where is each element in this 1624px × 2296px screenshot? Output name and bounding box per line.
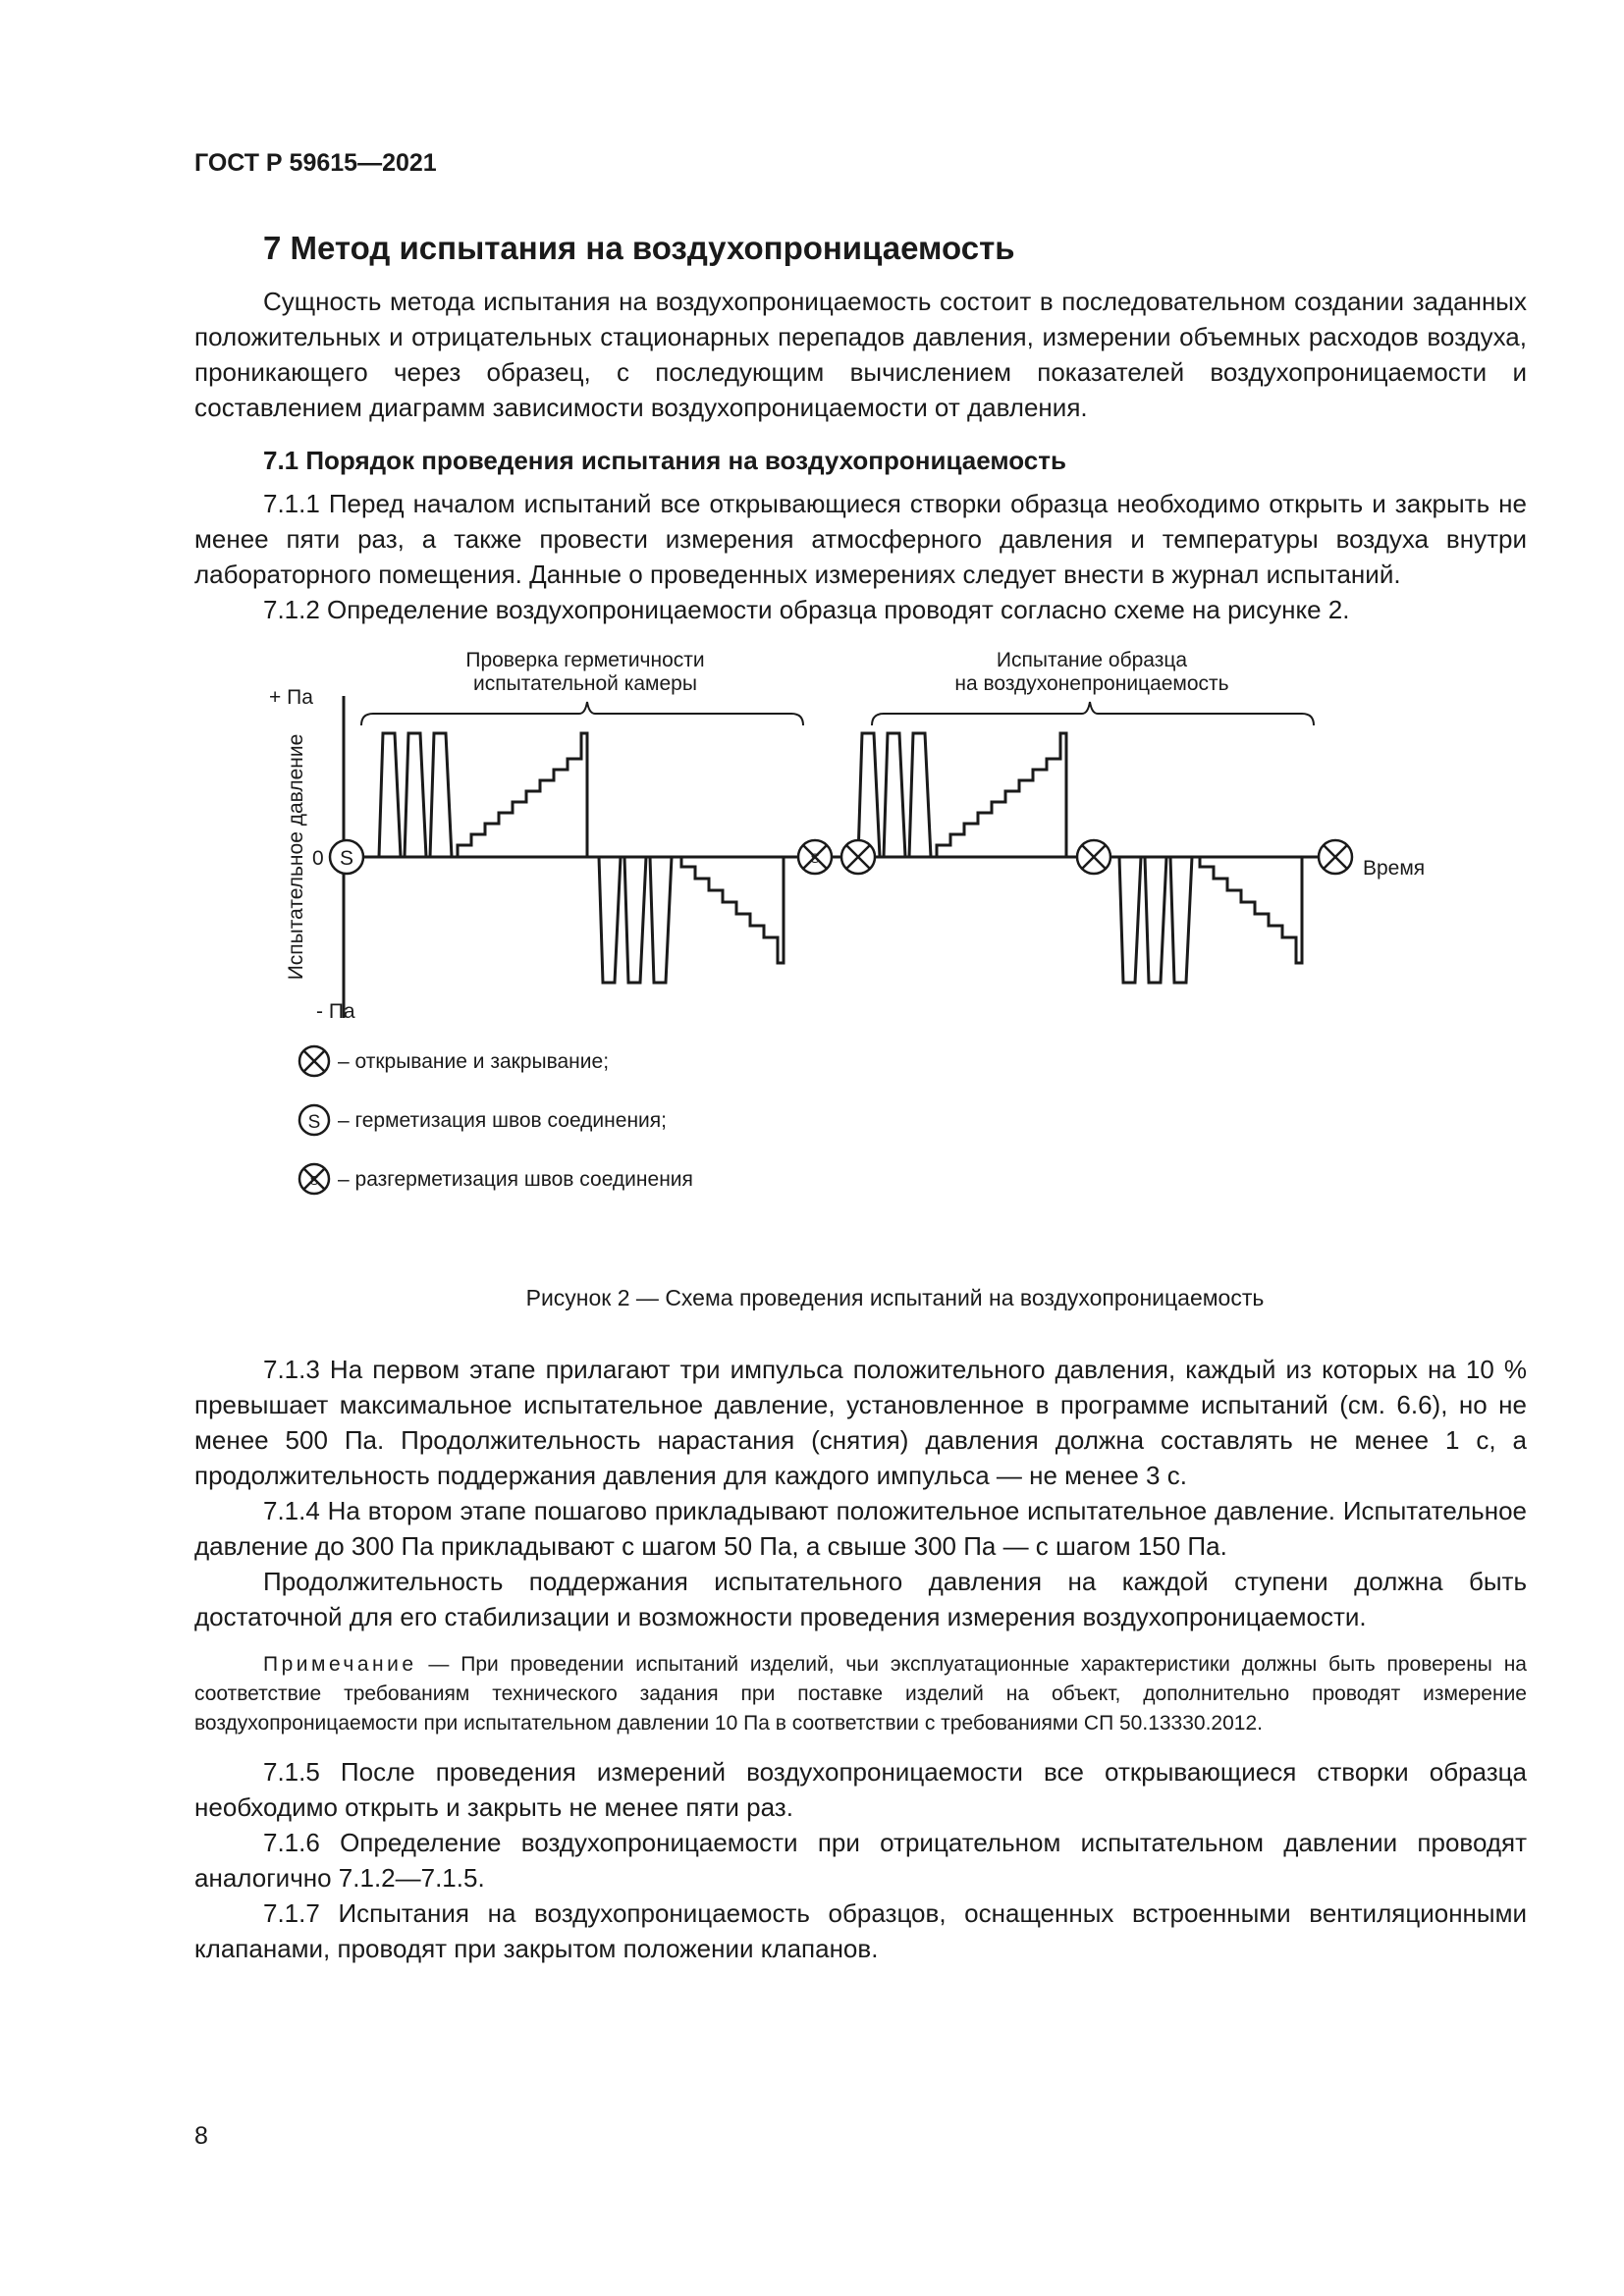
phase2-label-line2: на воздухонепроницаемость: [954, 672, 1229, 695]
svg-text:– герметизация швов соединения: – герметизация швов соединения;: [338, 1109, 667, 1132]
paragraph-7-1-7: 7.1.7 Испытания на воздухопроницаемость образцов, оснащенных встроенными вентиляционными клапанами, проводят при закрытом положении клапанов.: [194, 1898, 1527, 1963]
paragraph-7-1-5: 7.1.5 После проведения измерений воздухопроницаемости все открывающиеся створки образца необходимо открыть и закрыть не менее пяти раз.: [194, 1757, 1527, 1822]
svg-text:S: S: [810, 850, 820, 866]
legend-item-open-close: [299, 1046, 609, 1076]
note-text: — При проведении испытаний изделий, чьи эксплуатационные характеристики должны быть проверены на соответствие требованиям технического задания при поставке изделий на объект, дополнительно проводят измерение воздухопроницаемости при испытательном давлении 10 Па в соответствии с требованиями СП 50.13330.2012.: [194, 1653, 1527, 1735]
subsection-title: 7.1 Порядок проведения испытания на воздухопроницаемость: [263, 446, 1066, 475]
paragraph-7-1-2: 7.1.2 Определение воздухопроницаемости образца проводят согласно схеме на рисунке 2.: [263, 595, 1350, 624]
svg-text:S: S: [307, 1112, 321, 1133]
note-lead: Примечание: [263, 1653, 417, 1676]
paragraph-7-1-4: 7.1.4 На втором этапе пошагово прикладывают положительное испытательное давление. Испытательное давление до 300 Па прикладывают с шагом 50 Па, а свыше 300 Па — с шагом 150 Па.: [194, 1496, 1527, 1561]
svg-text:– открывание и закрывание;: – открывание и закрывание;: [338, 1050, 610, 1073]
phase2-brace: [872, 702, 1314, 725]
page-content: [194, 229, 1527, 1966]
phase1-label-line1: Проверка герметичности: [465, 649, 705, 671]
paragraph-7-1-3: 7.1.3 На первом этапе прилагают три импульса положительного давления, каждый из которых на 10 % превышает максимальное испытательное давление, установленное в программе испытаний (см. 6.6), но не менее 500 Па. Продолжительность нарастания (снятия) давления должна составлять не менее 1 с, а продолжительность поддержания давления для каждого импульса — не менее 3 с.: [194, 1355, 1527, 1490]
paragraph-duration: Продолжительность поддержания испытательного давления на каждой ступени должна быть достаточной для его стабилизации и возможности проведения измерения воздухопроницаемости.: [194, 1567, 1527, 1631]
y-top-label: + Па: [269, 686, 313, 709]
y-axis-label: Испытательное давление: [285, 733, 307, 981]
legend-item-seal: [299, 1105, 667, 1135]
note: [194, 1650, 1527, 1738]
pressure-diagram: [194, 635, 1527, 1283]
page-number: 8: [194, 2122, 208, 2150]
y-bottom-label: - Па: [316, 1000, 355, 1023]
section-title: 7 Метод испытания на воздухопроницаемость: [263, 230, 1015, 266]
legend-item-unseal: [299, 1164, 693, 1194]
svg-text:– разгерметизация швов соедине: – разгерметизация швов соединения: [338, 1168, 693, 1191]
phase2-label-line1: Испытание образца: [996, 649, 1188, 671]
document-header: ГОСТ Р 59615—2021: [194, 149, 437, 177]
paragraph-7-1-6: 7.1.6 Определение воздухопроницаемости при отрицательном испытательном давлении проводят аналогично 7.1.2—7.1.5.: [194, 1828, 1527, 1893]
y-zero-label: 0: [312, 847, 324, 870]
x-axis-label: Время: [1363, 857, 1426, 880]
svg-text:S: S: [339, 847, 354, 870]
figure-2: [194, 635, 1527, 1283]
section-intro: Сущность метода испытания на воздухопроницаемость состоит в последовательном создании заданных положительных и отрицательных стационарных перепадов давления, измерении объемных расходов воздуха, проникающего через образец, с последующим вычислением показателей воздухопроницаемости и составлением диаграмм зависимости воздухопроницаемости от давления.: [194, 287, 1527, 422]
figure-caption: Рисунок 2 — Схема проведения испытаний на воздухопроницаемость: [525, 1285, 1265, 1310]
svg-text:S: S: [309, 1173, 319, 1188]
phase1-label-line2: испытательной камеры: [473, 672, 697, 695]
phase1-brace: [361, 702, 803, 725]
paragraph-7-1-1: 7.1.1 Перед началом испытаний все открывающиеся створки образца необходимо открыть и закрыть не менее пяти раз, а также провести измерения атмосферного давления и температуры воздуха внутри лабораторного помещения. Данные о проведенных измерениях следует внести в журнал испытаний.: [194, 489, 1527, 589]
